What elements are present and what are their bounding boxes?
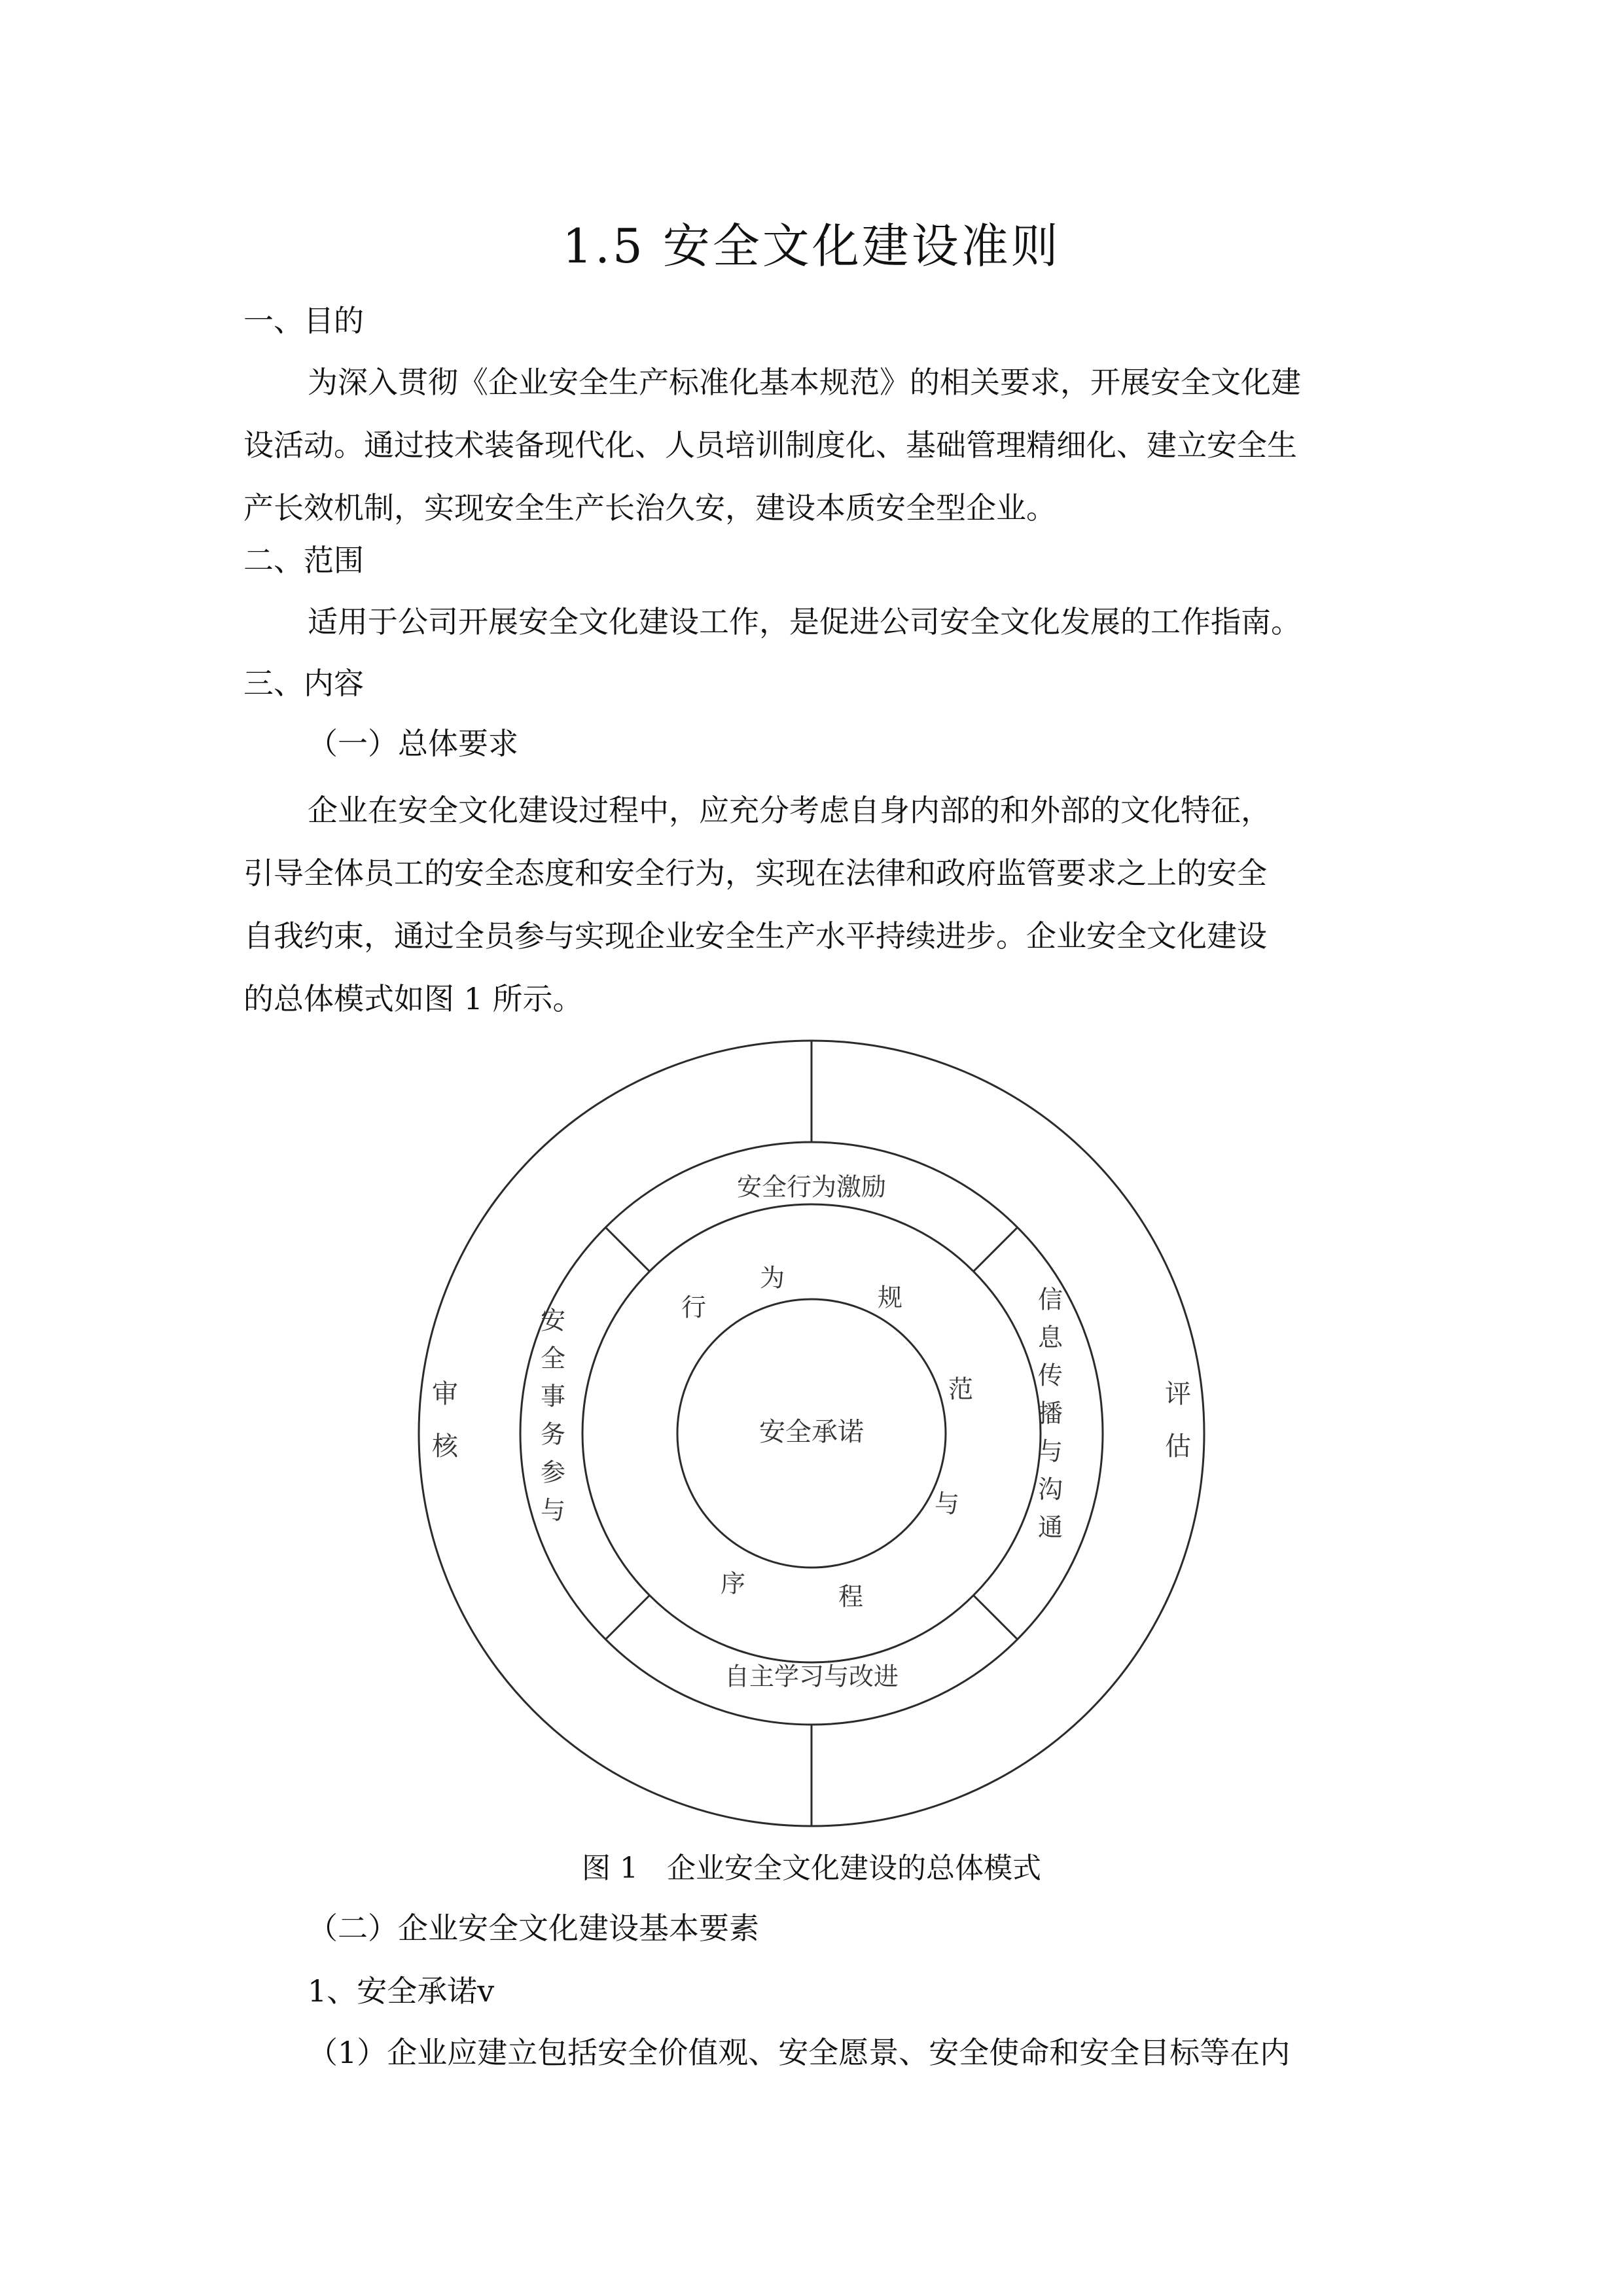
sub1-heading: （一）总体要求 bbox=[308, 726, 518, 761]
ring-char-3: 规 bbox=[877, 1283, 903, 1312]
scope-line: 适用于公司开展安全文化建设工作，是促进公司安全文化发展的工作指南。 bbox=[308, 604, 1301, 639]
outer-left-char-2: 核 bbox=[432, 1431, 458, 1462]
item1-line: （1）企业应建立包括安全价值观、安全愿景、安全使命和安全目标等在内 bbox=[308, 2035, 1291, 2070]
ring-char-7: 序 bbox=[720, 1569, 746, 1598]
middle-divider-upper-right bbox=[974, 1227, 1018, 1271]
safety-culture-model-diagram bbox=[393, 1034, 1230, 1833]
right-segment-char-7: 通 bbox=[1037, 1513, 1063, 1542]
content-heading: 三、内容 bbox=[243, 666, 364, 701]
right-segment-char-6: 沟 bbox=[1037, 1475, 1063, 1504]
ring-char-5: 与 bbox=[934, 1489, 960, 1518]
purpose-line-3: 产长效机制，实现安全生产长治久安，建设本质安全型企业。 bbox=[243, 490, 1056, 526]
left-segment-char-5: 参 bbox=[540, 1458, 566, 1487]
sub1-line-3: 自我约束，通过全员参与实现企业安全生产水平持续进步。企业安全文化建设 bbox=[243, 918, 1267, 954]
ring-char-1: 行 bbox=[681, 1293, 707, 1322]
sub1-line-1: 企业在安全文化建设过程中，应充分考虑自身内部的和外部的文化特征， bbox=[308, 793, 1271, 828]
middle-divider-lower-right bbox=[974, 1596, 1018, 1640]
page-title: 1.5 安全文化建设准则 bbox=[562, 219, 1061, 274]
item1-heading: 1、安全承诺v bbox=[308, 1973, 495, 2009]
ring-char-6: 程 bbox=[838, 1582, 864, 1611]
bottom-segment-label: 自主学习与改进 bbox=[724, 1662, 899, 1691]
ring-char-4: 范 bbox=[948, 1374, 974, 1404]
center-label: 安全承诺 bbox=[759, 1417, 864, 1447]
outer-left-char-1: 审 bbox=[432, 1379, 458, 1409]
right-segment-char-3: 传 bbox=[1037, 1361, 1063, 1390]
purpose-heading: 一、目的 bbox=[243, 303, 364, 338]
outer-right-char-2: 估 bbox=[1165, 1431, 1191, 1462]
purpose-line-1: 为深入贯彻《企业安全生产标准化基本规范》的相关要求，开展安全文化建 bbox=[308, 365, 1301, 400]
outer-right-char-1: 评 bbox=[1165, 1379, 1191, 1409]
top-segment-label: 安全行为激励 bbox=[736, 1172, 887, 1202]
right-segment-char-4: 播 bbox=[1037, 1399, 1063, 1428]
left-segment-char-6: 与 bbox=[540, 1496, 566, 1525]
left-segment-char-3: 事 bbox=[540, 1382, 566, 1411]
ring-char-2: 为 bbox=[759, 1263, 785, 1293]
sub1-line-2: 引导全体员工的安全态度和安全行为，实现在法律和政府监管要求之上的安全 bbox=[243, 855, 1267, 891]
right-segment-char-1: 信 bbox=[1037, 1285, 1063, 1314]
purpose-line-2: 设活动。通过技术装备现代化、人员培训制度化、基础管理精细化、建立安全生 bbox=[243, 427, 1297, 463]
scope-heading: 二、范围 bbox=[243, 543, 364, 578]
sub1-line-4: 的总体模式如图 1 所示。 bbox=[243, 981, 583, 1016]
left-segment-char-4: 务 bbox=[540, 1420, 566, 1449]
right-segment-char-5: 与 bbox=[1037, 1437, 1063, 1466]
middle-divider-lower-left bbox=[605, 1596, 649, 1640]
sub2-heading: （二）企业安全文化建设基本要素 bbox=[308, 1910, 759, 1946]
figure-caption: 图 1 企业安全文化建设的总体模式 bbox=[582, 1852, 1041, 1885]
right-segment-char-2: 息 bbox=[1037, 1323, 1063, 1352]
left-segment-char-1: 安 bbox=[540, 1306, 566, 1335]
left-segment-char-2: 全 bbox=[540, 1344, 566, 1373]
middle-divider-upper-left bbox=[605, 1227, 649, 1271]
